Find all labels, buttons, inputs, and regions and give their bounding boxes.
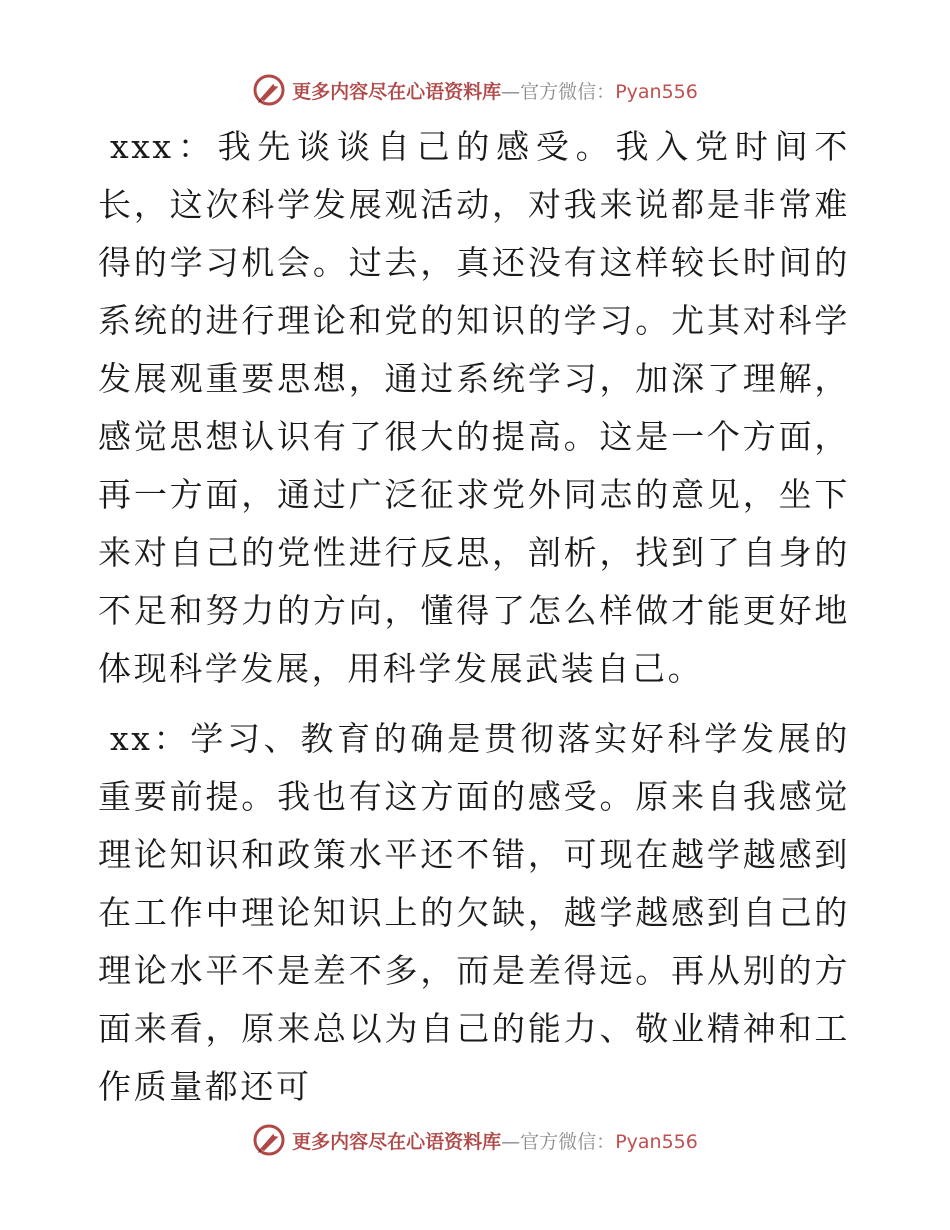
speaker-label: xx： bbox=[110, 719, 191, 758]
pen-logo-icon bbox=[252, 1123, 286, 1157]
pen-logo-icon bbox=[252, 73, 286, 107]
footer-wechat-label: 官方微信： bbox=[520, 1130, 616, 1153]
paragraph-2 bbox=[98, 710, 850, 1116]
footer-separator: — bbox=[501, 1130, 521, 1153]
paragraph-1 bbox=[98, 118, 850, 698]
header-banner bbox=[0, 70, 950, 110]
header-wechat-id: Pyan556 bbox=[615, 80, 698, 103]
paragraph-text: 学习、教育的确是贯彻落实好科学发展的重要前提。我也有这方面的感受。原来自我感觉理论知识和政策水平还不错，可现在越学越感到在工作中理论知识上的欠缺，越学越感到自己的理论水平不是差不多，而是差得远。再从别的方面来看，原来总以为自己的能力、敬业精神和工作质量都还可 bbox=[98, 719, 850, 1106]
speaker-label: xxx： bbox=[110, 127, 218, 166]
footer-wechat-id: Pyan556 bbox=[615, 1130, 698, 1153]
paragraph-text: 我先谈谈自己的感受。我入党时间不长，这次科学发展观活动，对我来说都是非常难得的学习机会。过去，真还没有这样较长时间的系统的进行理论和党的知识的学习。尤其对科学发展观重要思想，通过系统学习，加深了理解，感觉思想认识有了很大的提高。这是一个方面，再一方面，通过广泛征求党外同志的意见，坐下来对自己的党性进行反思，剖析，找到了自身的不足和努力的方向，懂得了怎么样做才能更好地体现科学发展，用科学发展武装自己。 bbox=[98, 127, 850, 688]
document-body bbox=[98, 118, 850, 1128]
header-separator: — bbox=[501, 80, 521, 103]
header-banner-text bbox=[292, 77, 698, 104]
header-site-text: 更多内容尽在心语资料库 bbox=[292, 80, 502, 103]
footer-site-text: 更多内容尽在心语资料库 bbox=[292, 1130, 502, 1153]
footer-banner-text bbox=[292, 1127, 698, 1154]
header-wechat-label: 官方微信： bbox=[520, 80, 616, 103]
footer-banner bbox=[0, 1120, 950, 1160]
